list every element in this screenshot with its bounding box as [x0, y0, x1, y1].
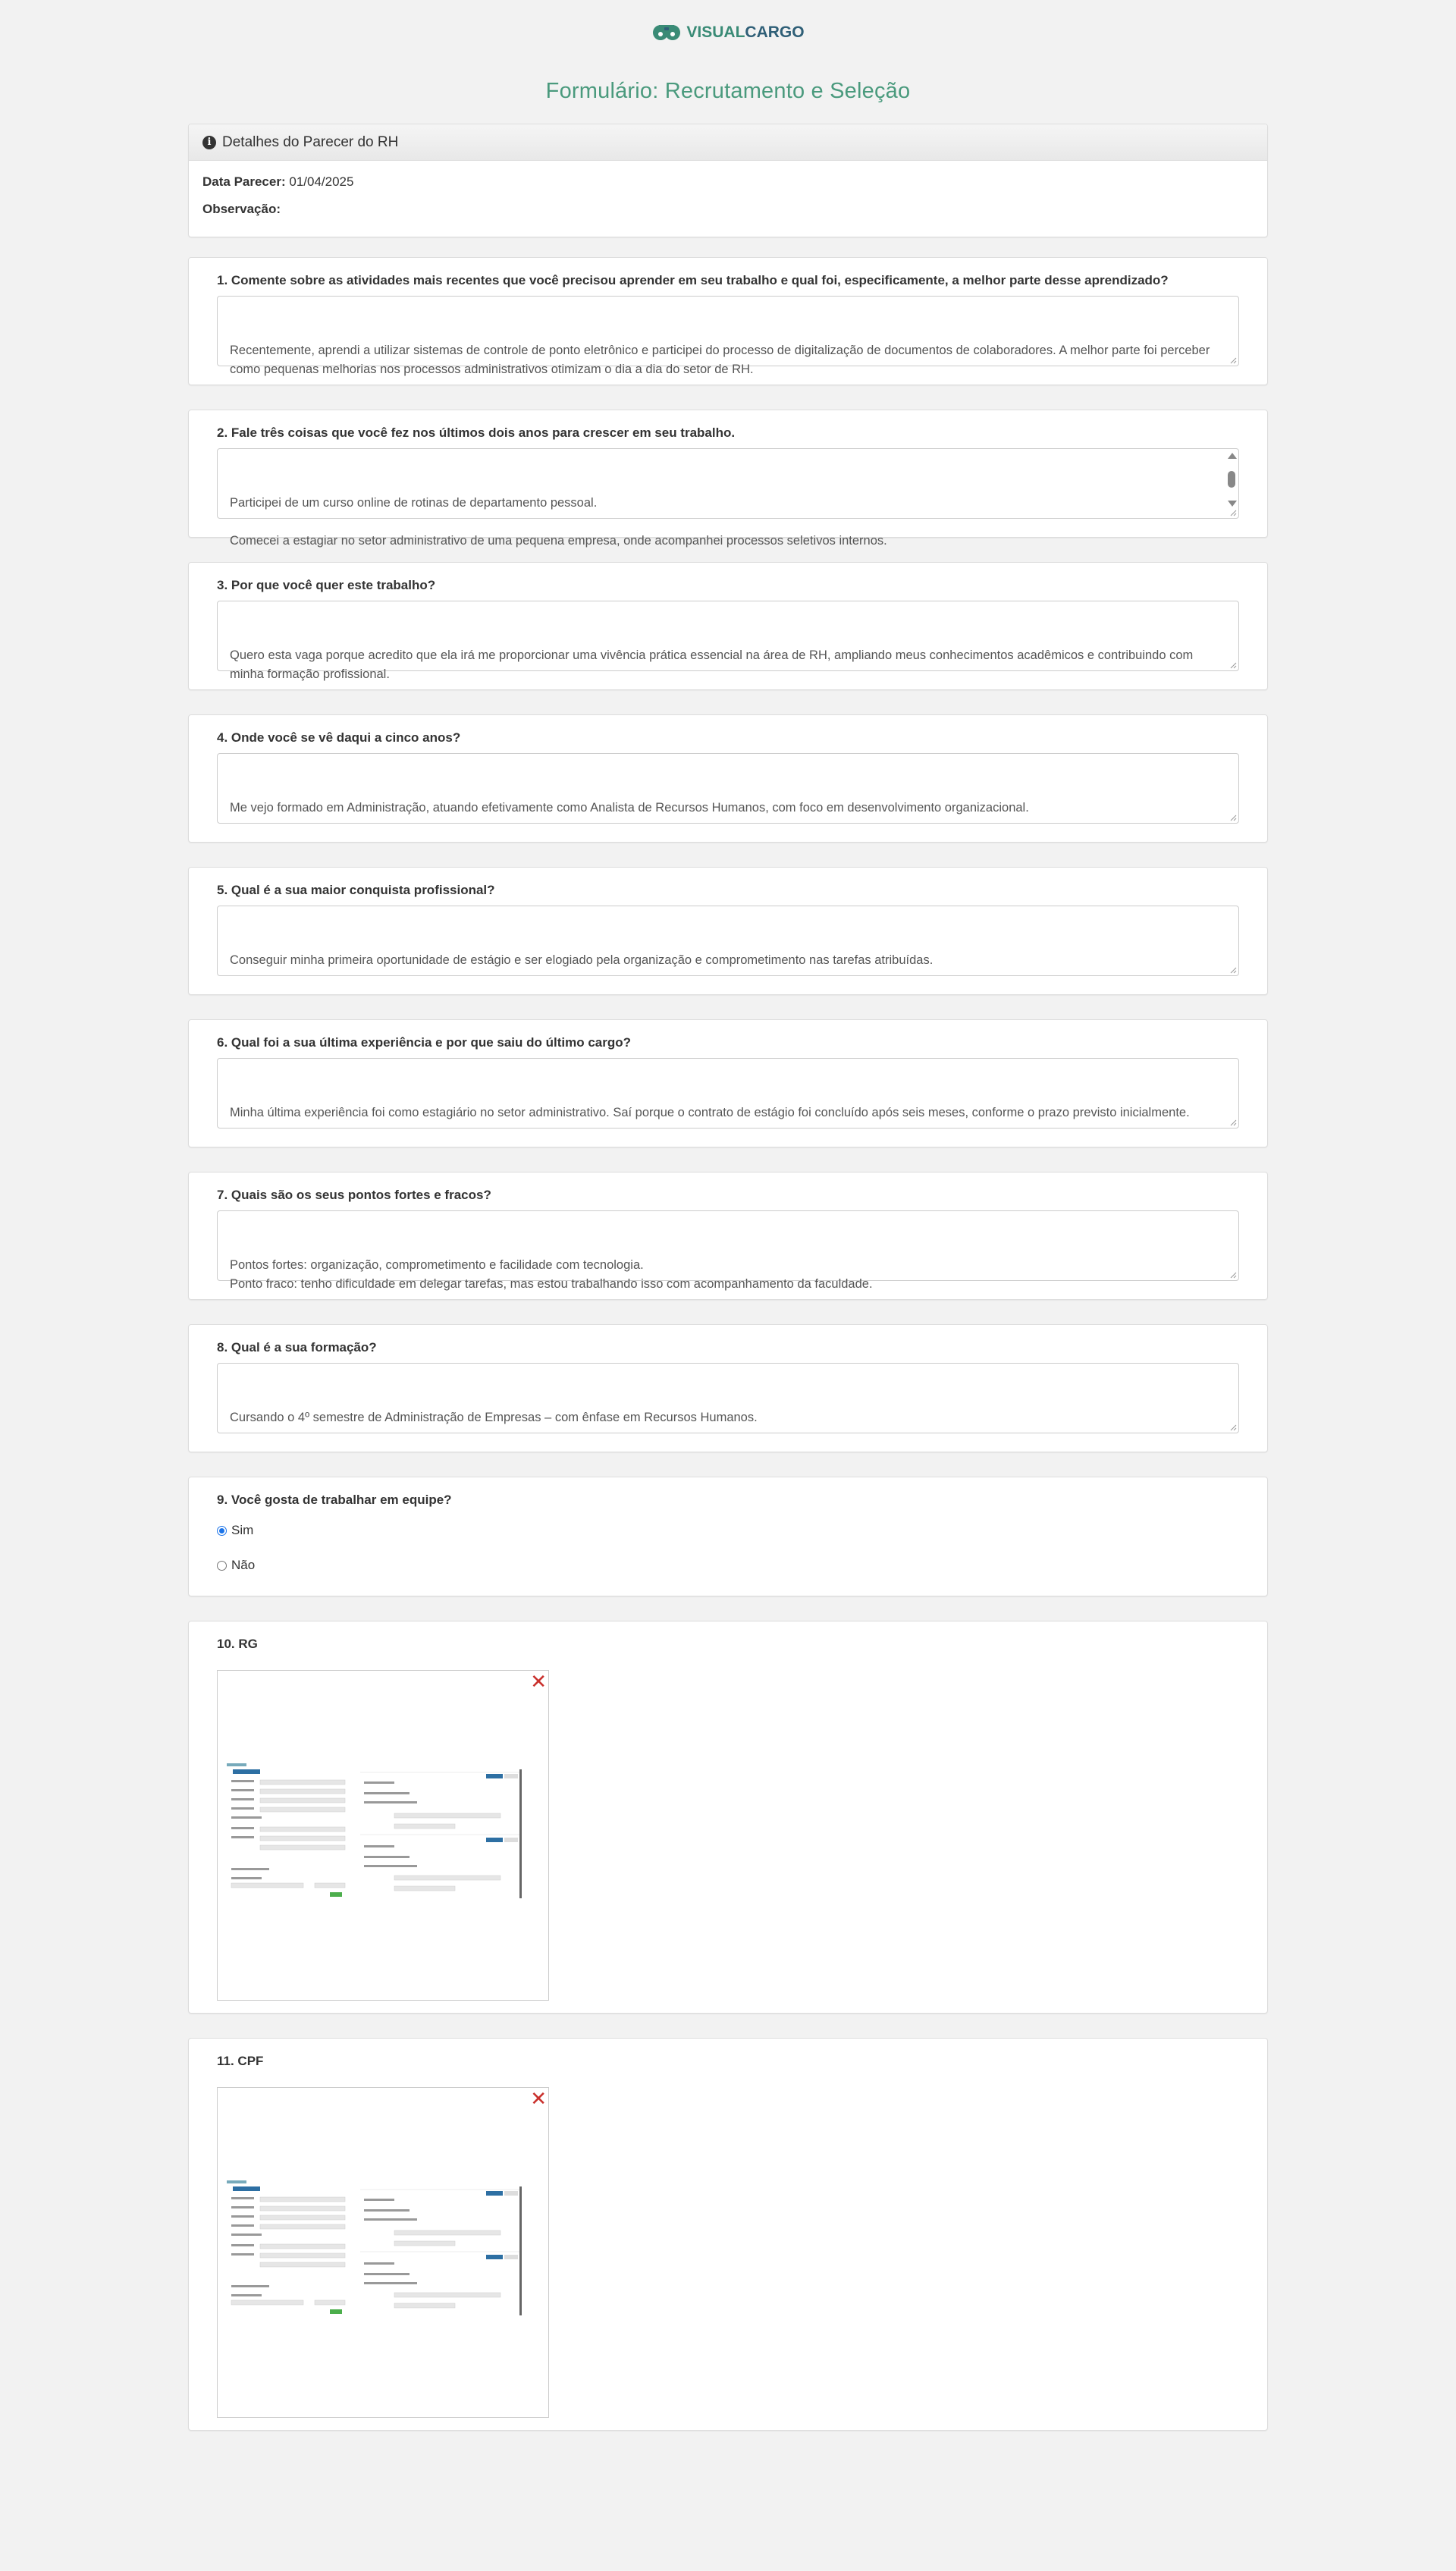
radio-option-sim[interactable] — [217, 1518, 1239, 1543]
hr-details-heading — [189, 124, 1267, 161]
question-label: 4. Onde você se vê daqui a cinco anos? — [217, 730, 461, 745]
resize-handle-icon[interactable] — [1230, 510, 1237, 516]
question-label: 1. Comente sobre as atividades mais recentes que você precisou aprender em seu trabalho e qual foi, especificamente, a melhor parte desse aprendizado? — [217, 273, 1169, 287]
answer-textarea[interactable]: Me vejo formado em Administração, atuando efetivamente como Analista de Recursos Humanos, com foco em desenvolvimento organizacional. — [217, 753, 1239, 824]
remove-file-icon[interactable]: ✕ — [530, 2088, 547, 2111]
radio-label-sim: Sim — [231, 1523, 254, 1537]
radio-nao[interactable] — [217, 1561, 227, 1571]
logo-text: VISUALCARGO — [686, 24, 805, 41]
cpf-thumbnail[interactable] — [217, 2087, 549, 2418]
answer-textarea[interactable]: Minha última experiência foi como estagiário no setor administrativo. Saí porque o contrato de estágio foi concluído após seis meses, conforme o prazo previsto inicialmente. — [217, 1058, 1239, 1129]
question-label: 6. Qual foi a sua última experiência e por que saiu do último cargo? — [217, 1035, 632, 1050]
scroll-up-icon[interactable] — [1228, 453, 1237, 459]
question-label: 2. Fale três coisas que você fez nos últimos dois anos para crescer em seu trabalho. — [217, 425, 736, 440]
document-panel-rg — [188, 1621, 1268, 2014]
answer-textarea[interactable]: Quero esta vaga porque acredito que ela irá me proporcionar uma vivência prática essencial na área de RH, ampliando meus conhecimentos acadêmicos e contribuindo com minha formação profissional. — [217, 601, 1239, 671]
document-preview-image — [224, 1762, 541, 1921]
answer-textarea[interactable]: Participei de um curso online de rotinas de departamento pessoal. Comecei a estagiar no setor administrativo de uma pequena empresa, onde acompanhei processos seletivos internos. — [217, 448, 1239, 519]
question-panel-5 — [188, 867, 1268, 995]
document-preview-image — [224, 2179, 541, 2338]
hr-details-title: Detalhes do Parecer do RH — [222, 133, 399, 150]
resize-handle-icon[interactable] — [1230, 662, 1237, 669]
scroll-thumb[interactable] — [1228, 471, 1235, 488]
scroll-down-icon[interactable] — [1228, 501, 1237, 507]
resize-handle-icon[interactable] — [1230, 967, 1237, 974]
answer-textarea[interactable]: Recentemente, aprendi a utilizar sistemas de controle de ponto eletrônico e participei do processo de digitalização de documentos de colaboradores. A melhor parte foi perceber como pequenas melhorias nos processos administrativos otimizam o dia a dia do setor de RH. — [217, 296, 1239, 366]
page-header — [0, 0, 1456, 59]
visual-cargo-logo — [651, 23, 804, 42]
question-label: 8. Qual é a sua formação? — [217, 1340, 377, 1355]
answer-textarea[interactable]: Pontos fortes: organização, comprometimento e facilidade com tecnologia. Ponto fraco: tenho dificuldade em delegar tarefas, mas estou trabalhando isso com acompanhamento da faculdade. — [217, 1210, 1239, 1281]
resize-handle-icon[interactable] — [1230, 1424, 1237, 1431]
question-panel-9 — [188, 1477, 1268, 1596]
question-label: 9. Você gosta de trabalhar em equipe? — [217, 1493, 452, 1507]
textarea-scrollbar[interactable] — [1226, 450, 1237, 509]
answer-textarea[interactable]: Conseguir minha primeira oportunidade de estágio e ser elogiado pela organização e comprometimento nas tarefas atribuídas. — [217, 906, 1239, 976]
radio-label-nao: Não — [231, 1558, 256, 1572]
document-panel-cpf — [188, 2038, 1268, 2431]
info-icon: i — [202, 136, 216, 149]
form-container — [188, 124, 1268, 2431]
parecer-date: Data Parecer: 01/04/2025 — [202, 174, 354, 189]
question-label: 5. Qual é a sua maior conquista profissional? — [217, 883, 495, 897]
parecer-date-value: 01/04/2025 — [289, 174, 354, 189]
hr-details-body — [189, 161, 1267, 237]
hr-details-panel — [188, 124, 1268, 237]
question-panel-7 — [188, 1172, 1268, 1300]
remove-file-icon[interactable]: ✕ — [530, 1671, 547, 1694]
resize-handle-icon[interactable] — [1230, 357, 1237, 364]
answer-textarea[interactable]: Cursando o 4º semestre de Administração de Empresas – com ênfase em Recursos Humanos. — [217, 1363, 1239, 1433]
resize-handle-icon[interactable] — [1230, 1119, 1237, 1126]
question-label: 3. Por que você quer este trabalho? — [217, 578, 436, 592]
resize-handle-icon[interactable] — [1230, 1272, 1237, 1279]
radio-option-nao[interactable] — [217, 1553, 1239, 1577]
question-panel-6 — [188, 1019, 1268, 1147]
question-label: 7. Quais são os seus pontos fortes e fracos? — [217, 1188, 491, 1202]
cargo-logo-icon — [651, 23, 682, 42]
rg-thumbnail[interactable] — [217, 1670, 549, 2001]
page-title: Formulário: Recrutamento e Seleção — [545, 79, 911, 103]
question-panel-1 — [188, 257, 1268, 385]
resize-handle-icon[interactable] — [1230, 815, 1237, 821]
document-label: 11. CPF — [217, 2054, 264, 2068]
parecer-observation: Observação: — [202, 202, 281, 216]
radio-sim[interactable] — [217, 1526, 227, 1536]
document-label: 10. RG — [217, 1637, 258, 1651]
